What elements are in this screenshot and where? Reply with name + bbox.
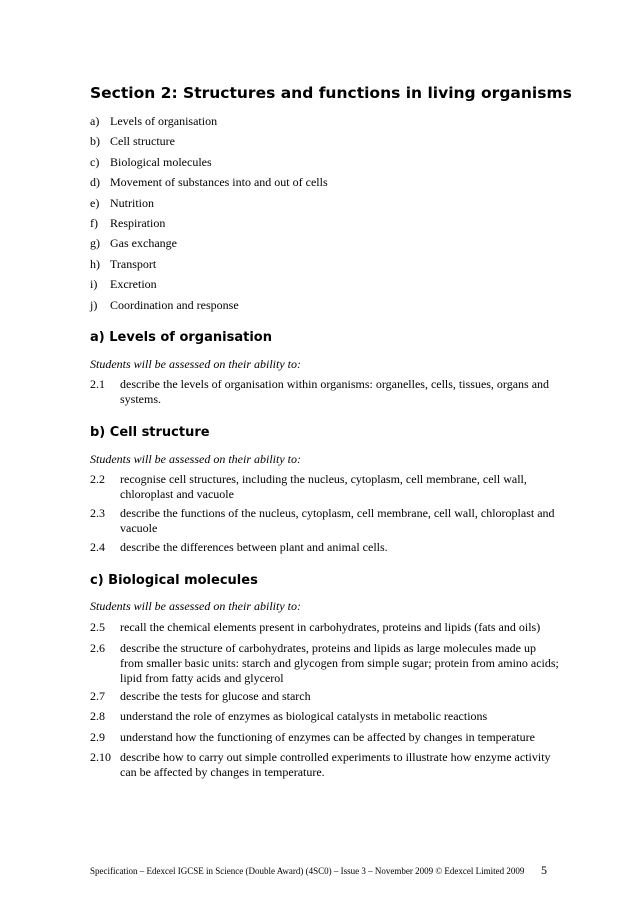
contents-item: e) Nutrition: [90, 195, 154, 210]
assessment-intro: Students will be assessed on their ability to:: [90, 452, 301, 466]
contents-item: h) Transport: [90, 256, 157, 271]
subsection-heading-biological-molecules: c) Biological molecules: [90, 573, 258, 588]
section-contents-list: [90, 111, 328, 315]
contents-item: b) Cell structure: [90, 134, 175, 149]
contents-item: i) Excretion: [90, 277, 157, 292]
contents-item: f) Respiration: [90, 215, 166, 230]
spec-item-2-2: 2.2 recognise cell structures, including the nucleus, cytoplasm, cell membrane, cell wall, chloroplast and vacuole: [90, 472, 527, 501]
contents-item: d) Movement of substances into and out of cells: [90, 175, 328, 190]
spec-item-2-9: 2.9 understand how the functioning of enzymes can be affected by changes in temperature: [90, 730, 535, 744]
assessment-intro: Students will be assessed on their ability to:: [90, 357, 301, 371]
page-number: 5: [541, 863, 547, 877]
contents-item: a) Levels of organisation: [90, 114, 218, 128]
spec-item-2-7: 2.7 describe the tests for glucose and starch: [90, 689, 311, 703]
contents-item: g) Gas exchange: [90, 236, 177, 251]
subsection-heading-levels: a) Levels of organisation: [90, 330, 272, 345]
spec-item-2-5: 2.5 recall the chemical elements present in carbohydrates, proteins and lipids (fats and oils): [90, 620, 541, 634]
spec-item-2-8: 2.8 understand the role of enzymes as biological catalysts in metabolic reactions: [90, 709, 488, 723]
spec-item-2-3: 2.3 describe the functions of the nucleus, cytoplasm, cell membrane, cell wall, chloroplast and vacuole: [90, 506, 555, 535]
contents-item: j) Coordination and response: [90, 297, 239, 312]
page-footer: Specification – Edexcel IGCSE in Science (Double Award) (4SC0) – Issue 3 – November 2009 © Edexcel Limited 2009: [90, 866, 525, 876]
spec-item-2-1: 2.1 describe the levels of organisation within organisms: organelles, cells, tissues, organs and systems.: [90, 377, 550, 406]
spec-item-2-6: 2.6 describe the structure of carbohydrates, proteins and lipids as large molecules made up from smaller basic units: starch and glycogen from simple sugar; protein from amino acids; lipid from fatty acids and glycerol: [90, 641, 559, 685]
assessment-intro: Students will be assessed on their ability to:: [90, 599, 301, 613]
subsection-heading-cell-structure: b) Cell structure: [90, 425, 210, 440]
contents-item: c) Biological molecules: [90, 154, 212, 169]
section-title: Section 2: Structures and functions in living organisms: [90, 84, 572, 102]
spec-item-2-4: 2.4 describe the differences between plant and animal cells.: [90, 540, 388, 554]
spec-item-2-10: 2.10 describe how to carry out simple controlled experiments to illustrate how enzyme activity can be affected by changes in temperature.: [90, 750, 551, 779]
